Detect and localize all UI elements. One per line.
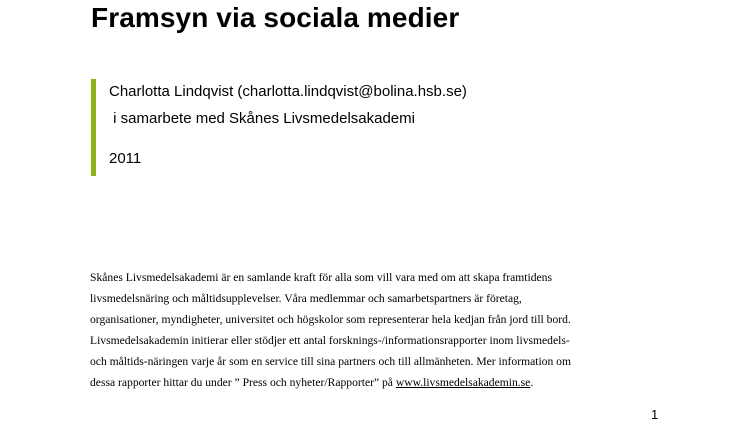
document-title: Framsyn via sociala medier: [91, 2, 460, 33]
last-line-prefix: dessa rapporter hittar du under ” Press och nyheter/Rapporter” på: [90, 376, 396, 390]
body-line: och måltids-näringen varje år som en service till sina partners och till allmänheten. Mer information om: [90, 355, 571, 369]
body-line: livsmedelsnäring och måltidsupplevelser. Våra medlemmar och samarbetspartners är företag,: [90, 292, 522, 306]
collaboration-text: i samarbete med Skånes Livsmedelsakademi: [113, 110, 415, 127]
collaboration-line: [109, 110, 415, 127]
body-line-last: [90, 372, 650, 393]
body-line: Skånes Livsmedelsakademi är en samlande kraft för alla som vill vara med om att skapa framtidens: [90, 271, 552, 284]
body-line: Livsmedelsakademin initierar eller stödjer ett antal forsknings-/informationsrapporter inom livsmedels-: [90, 334, 570, 348]
website-link[interactable]: www.livsmedelsakademin.se: [395, 376, 531, 390]
author-line: Charlotta Lindqvist (charlotta.lindqvist@bolina.hsb.se): [109, 83, 467, 100]
year: 2011: [109, 150, 142, 167]
last-line-suffix: .: [530, 376, 534, 390]
body-paragraph: [90, 267, 650, 394]
page-number: 1: [651, 407, 659, 422]
body-line: organisationer, myndigheter, universitet och högskolor som representerar hela kedjan från jord till bord.: [90, 313, 571, 327]
accent-bar: [91, 79, 96, 176]
